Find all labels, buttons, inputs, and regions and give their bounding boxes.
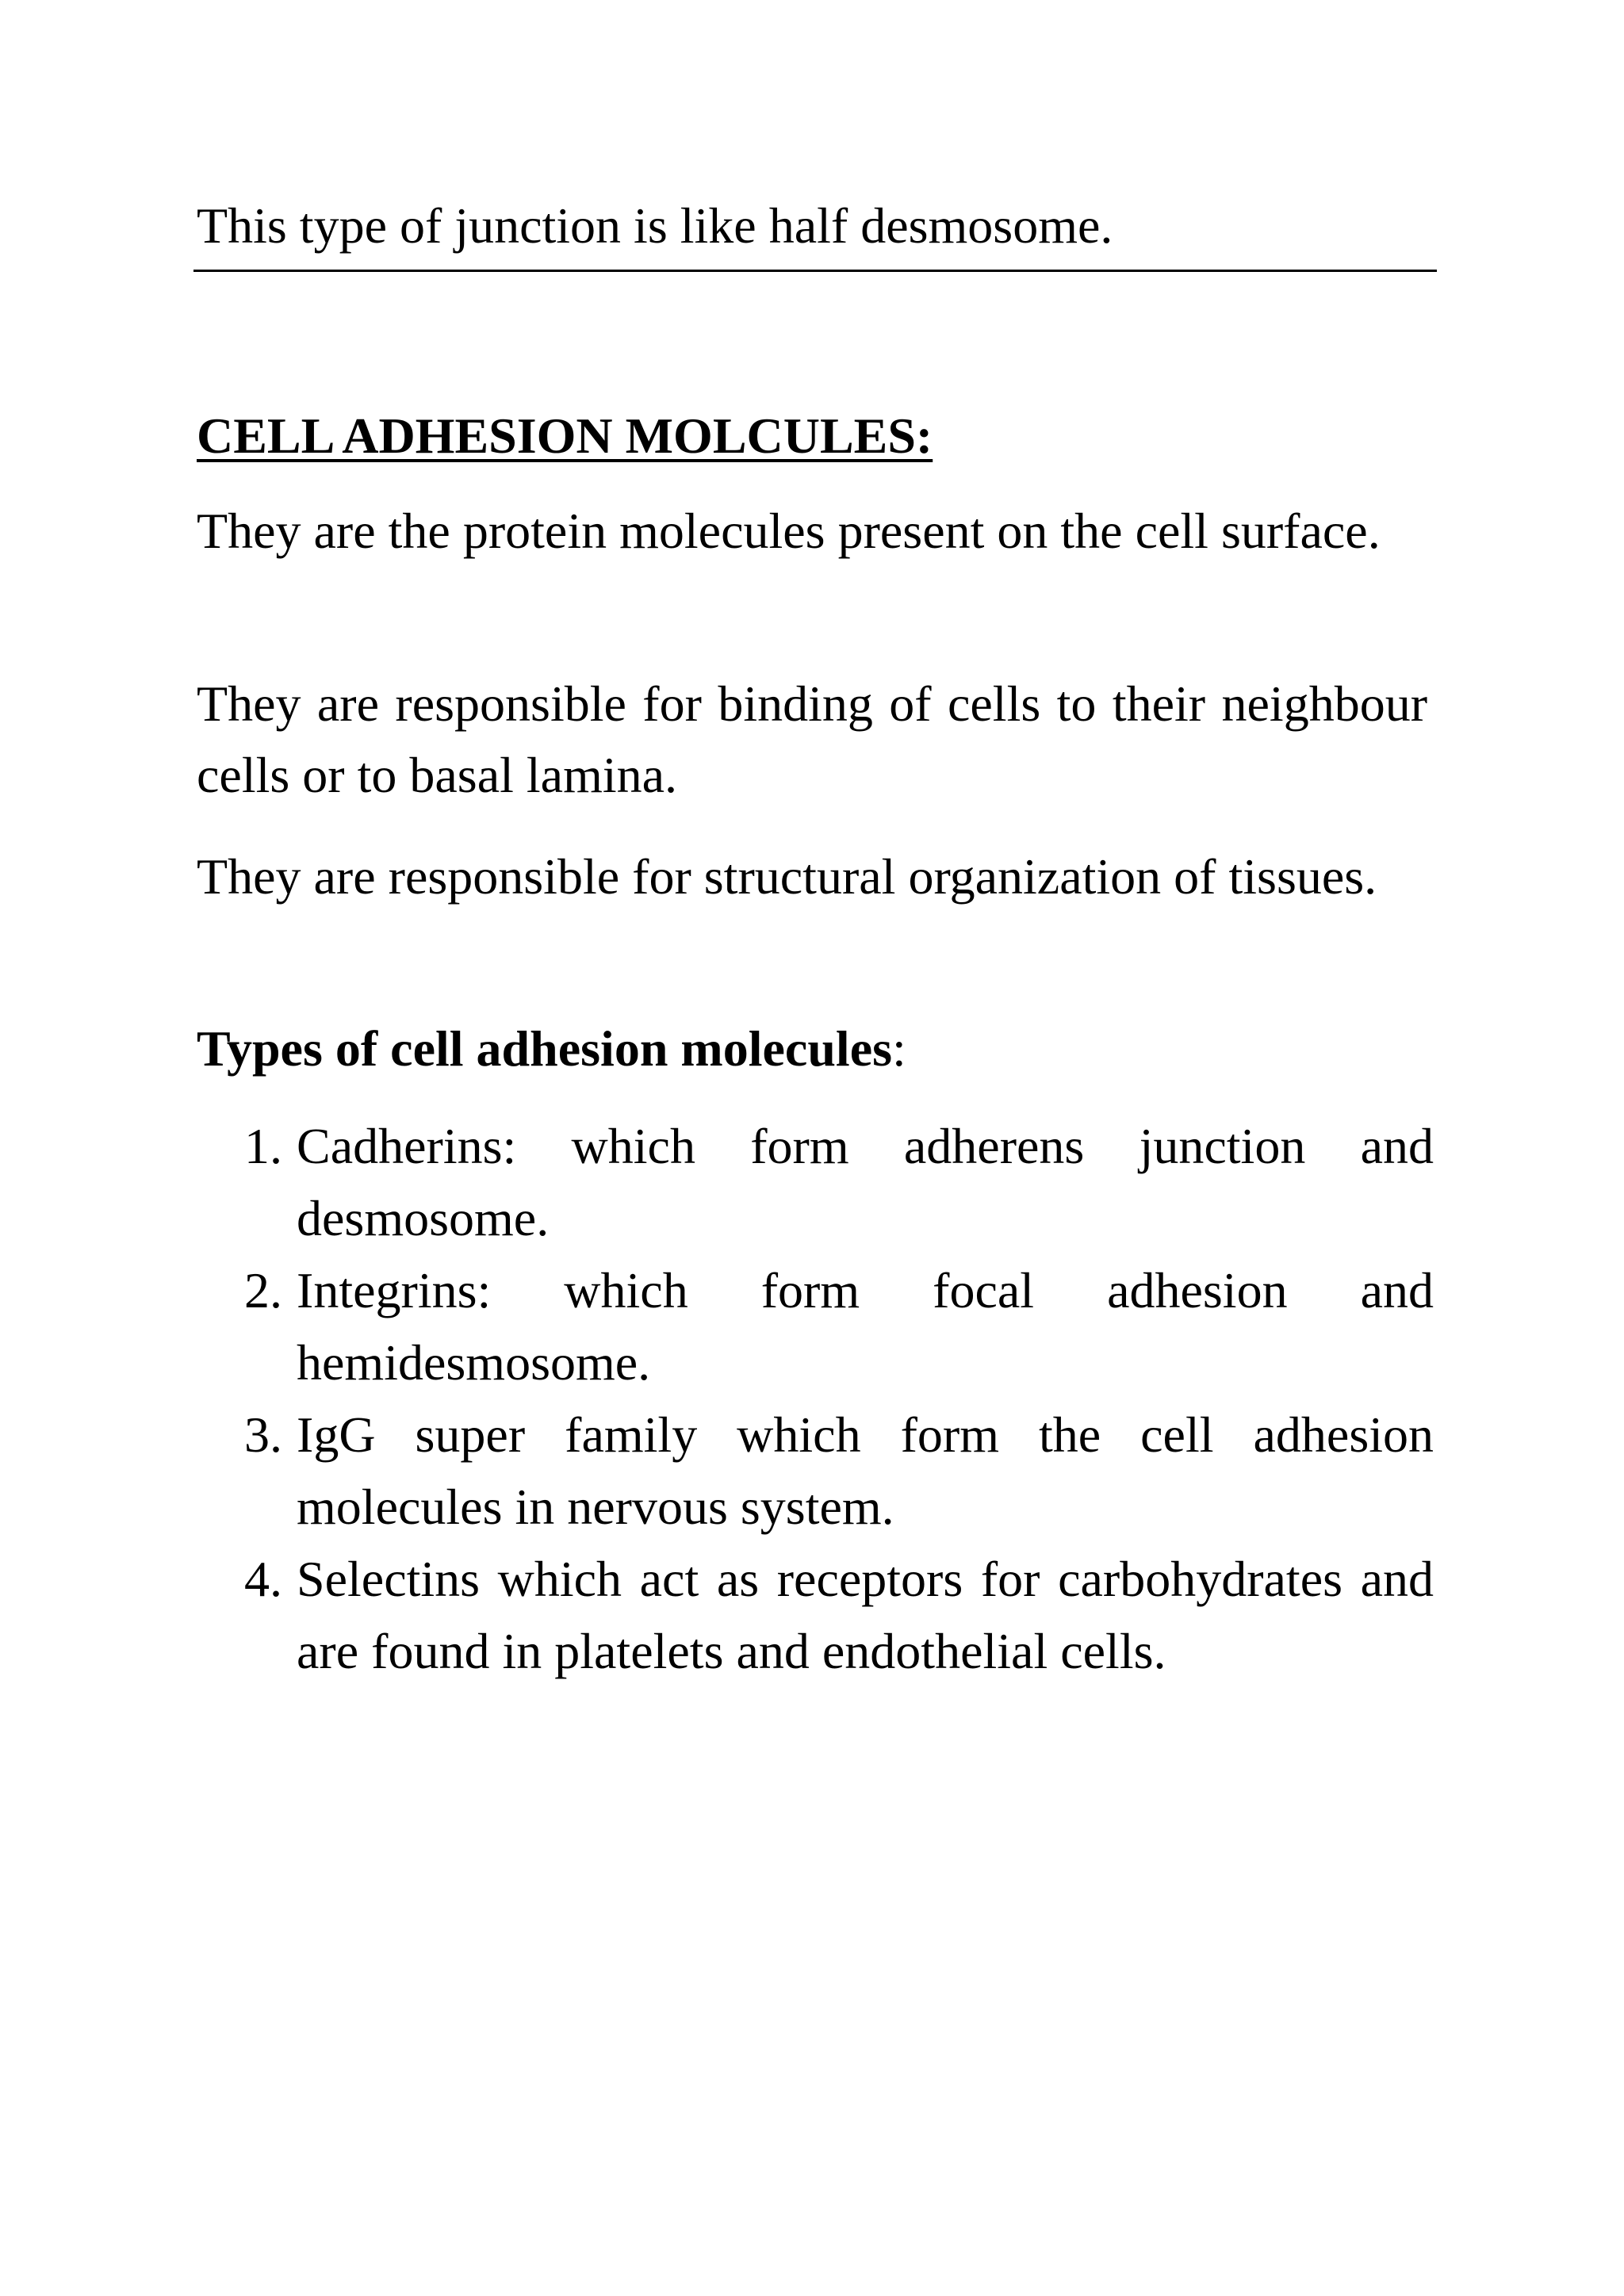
intro-text: This type of junction is like half desmosome.: [197, 197, 1113, 254]
list-item-number: 4.: [244, 1551, 282, 1607]
list-item: [197, 1543, 1434, 1687]
types-list: [197, 1110, 1434, 1687]
list-item-number: 3.: [244, 1406, 282, 1463]
types-subheading-bold: Types of cell adhesion molecules: [197, 1020, 892, 1077]
types-subheading: [197, 1013, 906, 1085]
list-item-number: 2.: [244, 1262, 282, 1318]
horizontal-rule: [193, 270, 1437, 272]
paragraph: They are responsible for structural organization of tissues.: [197, 848, 1377, 905]
list-item-number: 1.: [244, 1118, 282, 1174]
paragraph: They are responsible for binding of cells to their neighbour cells or to basal lamina.: [197, 675, 1427, 803]
paragraph: They are the protein molecules present on the cell surface.: [197, 503, 1381, 559]
list-item-text: IgG super family which form the cell adhesion molecules in nervous system.: [297, 1406, 1434, 1535]
list-item-text: Cadherins: which form adherens junction and desmosome.: [297, 1118, 1434, 1246]
list-item-text: Integrins: which form focal adhesion and hemidesmosome.: [297, 1262, 1434, 1391]
list-item: [197, 1110, 1434, 1254]
list-item-text: Selectins which act as receptors for carbohydrates and are found in platelets and endothelial cells.: [297, 1551, 1434, 1679]
list-item: [197, 1399, 1434, 1543]
list-item: [197, 1254, 1434, 1399]
types-subheading-colon: :: [892, 1020, 906, 1077]
section-heading: CELL ADHESION MOLCULES:: [197, 408, 933, 464]
